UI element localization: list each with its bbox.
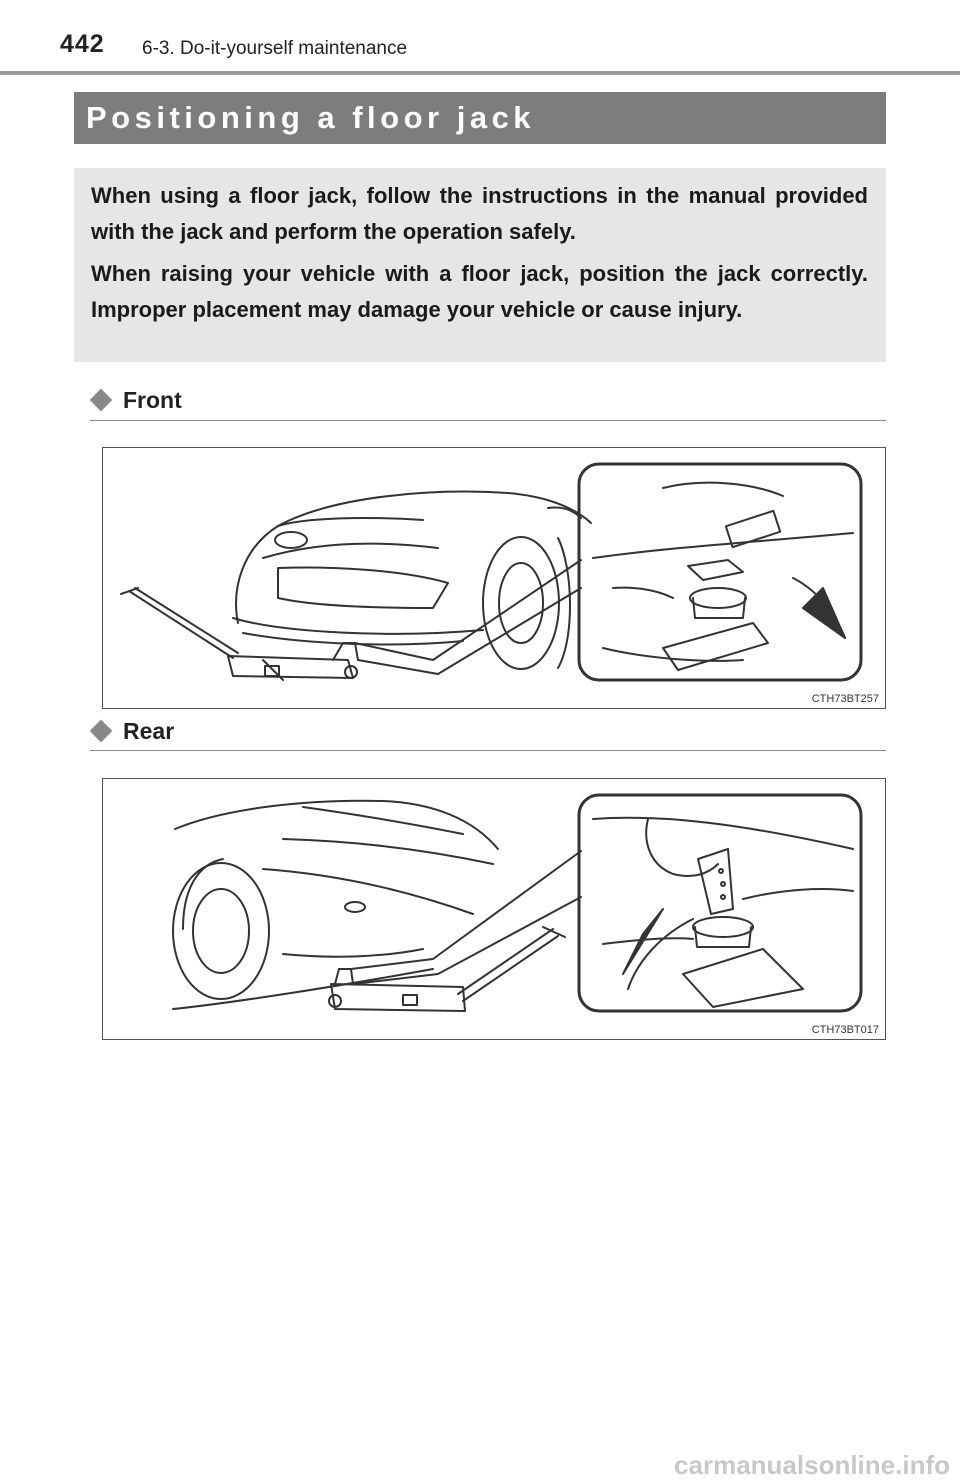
- front-car-jack-drawing: [103, 448, 885, 708]
- rear-figure-code: CTH73BT017: [811, 1024, 879, 1036]
- rear-car-jack-drawing: [103, 779, 885, 1039]
- rear-jack-illustration: [102, 778, 886, 1040]
- front-label: Front: [123, 386, 182, 413]
- watermark: carmanualsonline.info: [674, 1450, 950, 1480]
- front-figure-code: CTH73BT257: [811, 693, 879, 705]
- intro-paragraph-1: When using a floor jack, follow the instructions in the manual provided with the jack and perform the operation safely.: [91, 183, 868, 244]
- front-divider: [90, 420, 886, 421]
- front-jack-illustration: [102, 447, 886, 709]
- page-number: 442: [60, 30, 105, 58]
- diamond-bullet-icon: [90, 389, 113, 412]
- diamond-bullet-icon: [90, 720, 113, 743]
- intro-paragraph-2: When raising your vehicle with a floor jack, position the jack correctly. Improper placement may damage your vehicle or cause injury.: [91, 261, 868, 322]
- section-title: Positioning a floor jack: [86, 100, 536, 135]
- front-subheading: [90, 382, 182, 418]
- section-banner: [74, 92, 886, 144]
- header-divider: [0, 71, 960, 75]
- rear-divider: [90, 750, 886, 751]
- rear-subheading: [90, 713, 174, 749]
- intro-box: [74, 168, 886, 362]
- rear-label: Rear: [123, 717, 175, 744]
- chapter-title: 6-3. Do-it-yourself maintenance: [142, 38, 408, 59]
